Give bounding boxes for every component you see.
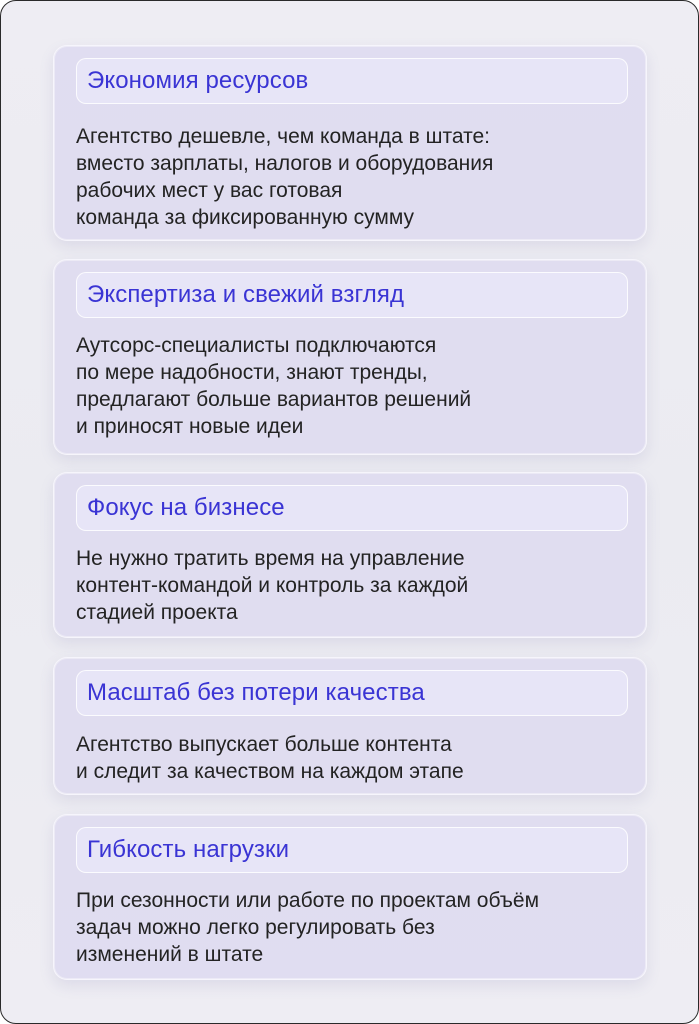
- card-title: Экономия ресурсов: [76, 58, 628, 104]
- card-description: Аутсорс-специалисты подключаются по мере надобности, знают тренды, предлагают больше вариантов решений и приносят новые идеи: [76, 334, 472, 438]
- card-description: При сезонности или работе по проектам объём задач можно легко регулировать без изменений в штате: [76, 889, 540, 966]
- benefit-card-scale: [53, 657, 647, 795]
- card-title: Экспертиза и свежий взгляд: [76, 272, 628, 318]
- benefit-card-business-focus: [53, 472, 647, 638]
- benefit-card-resources: [53, 45, 647, 241]
- benefit-card-expertise: [53, 259, 647, 455]
- card-title: Фокус на бизнесе: [76, 485, 628, 531]
- card-description: Агентство выпускает больше контента и следит за качеством на каждом этапе: [76, 733, 464, 783]
- card-description: Не нужно тратить время на управление контент-командой и контроль за каждой стадией проекта: [76, 547, 469, 624]
- benefit-card-flexibility: [53, 814, 647, 980]
- card-title: Гибкость нагрузки: [76, 827, 628, 873]
- card-description: Агентство дешевле, чем команда в штате: вместо зарплаты, налогов и оборудования рабочих мест у вас готовая команда за фиксированную сумму: [76, 125, 494, 229]
- card-title: Масштаб без потери качества: [76, 670, 628, 716]
